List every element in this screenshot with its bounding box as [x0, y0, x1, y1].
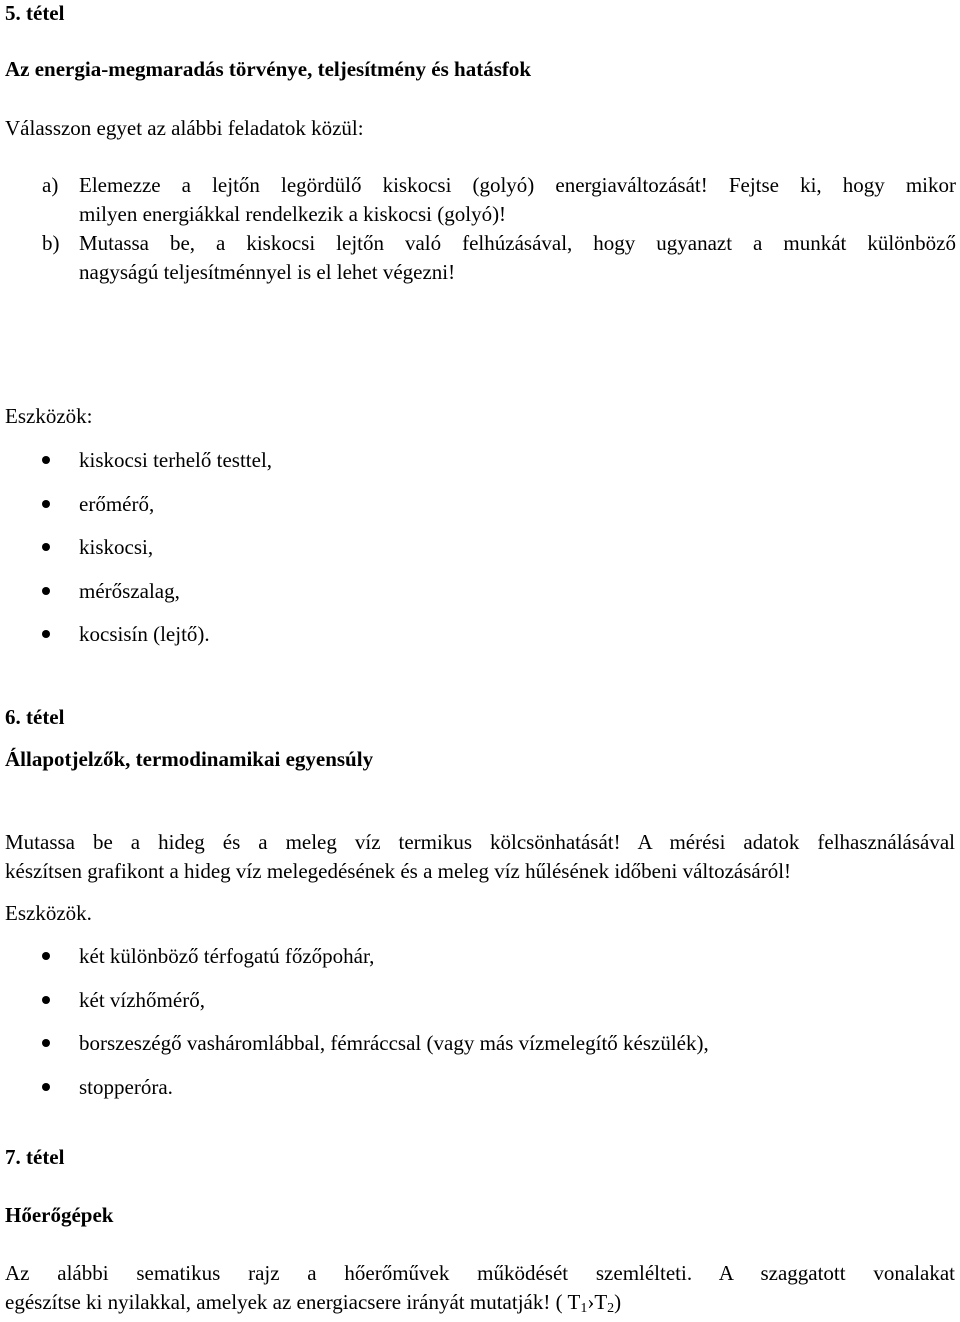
task-a-label: a)	[42, 173, 59, 197]
list-item: borszeszégő vasháromlábbal, fémráccsal (vagy más vízmelegítő készülék),	[79, 1031, 709, 1055]
bullet-icon	[42, 1083, 50, 1091]
section-6-number: 6. tétel	[5, 705, 65, 729]
section-5-tools-heading: Eszközök:	[5, 404, 93, 428]
section-7-title: Hőerőgépek	[5, 1203, 114, 1227]
closing-parenthesis: )	[614, 1290, 622, 1314]
task-a-line2: milyen energiákkal rendelkezik a kiskocsi (golyó)!	[79, 202, 507, 226]
list-item: mérőszalag,	[79, 579, 180, 603]
temperature-2-subscript: 2	[607, 1301, 615, 1316]
bullet-icon	[42, 500, 50, 508]
bullet-icon	[42, 996, 50, 1004]
temperature-2-symbol: T	[594, 1290, 608, 1314]
list-item: kiskocsi terhelő testtel,	[79, 448, 273, 472]
section-7-text-line1: Az alábbi sematikus rajz a hőerőművek működését szemlélteti. A szaggatott vonalakat	[5, 1261, 955, 1285]
list-item: stopperóra.	[79, 1075, 173, 1099]
section-7-number: 7. tétel	[5, 1145, 65, 1169]
bullet-icon	[42, 630, 50, 638]
list-item: kiskocsi,	[79, 535, 154, 559]
section-5-intro: Válasszon egyet az alábbi feladatok közül:	[5, 116, 364, 140]
list-item: két vízhőmérő,	[79, 988, 205, 1012]
section-6-text-line2: készítsen grafikont a hideg víz melegedésének és a meleg víz hűlésének időbeni változásáról!	[5, 859, 792, 883]
section-6-text-line1: Mutassa be a hideg és a meleg víz termikus kölcsönhatását! A mérési adatok felhasználásával	[5, 830, 955, 854]
temperature-1-subscript: 1	[580, 1301, 588, 1316]
section-7-text-line2	[5, 1289, 621, 1322]
task-a-line1: Elemezze a lejtőn legördülő kiskocsi (golyó) energiaváltozását! Fejtse ki, hogy mikor	[79, 173, 956, 197]
list-item: két különböző térfogatú főzőpohár,	[79, 944, 375, 968]
section-5-title: Az energia-megmaradás törvénye, teljesítmény és hatásfok	[5, 57, 532, 81]
bullet-icon	[42, 456, 50, 464]
list-item: erőmérő,	[79, 492, 155, 516]
section-6-tools-heading: Eszközök.	[5, 901, 92, 925]
section-5-number: 5. tétel	[5, 1, 65, 25]
bullet-icon	[42, 587, 50, 595]
bullet-icon	[42, 952, 50, 960]
temperature-relation: ›	[587, 1290, 595, 1314]
section-7-text-line2-prefix: egészítse ki nyilakkal, amelyek az energiacsere irányát mutatják! ( T	[5, 1290, 581, 1314]
task-b-line2: nagyságú teljesítménnyel is el lehet végezni!	[79, 260, 456, 284]
bullet-icon	[42, 543, 50, 551]
section-6-title: Állapotjelzők, termodinamikai egyensúly	[5, 747, 374, 771]
bullet-icon	[42, 1039, 50, 1047]
task-b-label: b)	[42, 231, 60, 255]
list-item: kocsisín (lejtő).	[79, 622, 210, 646]
task-b-line1: Mutassa be, a kiskocsi lejtőn való felhúzásával, hogy ugyanazt a munkát különböző	[79, 231, 956, 255]
